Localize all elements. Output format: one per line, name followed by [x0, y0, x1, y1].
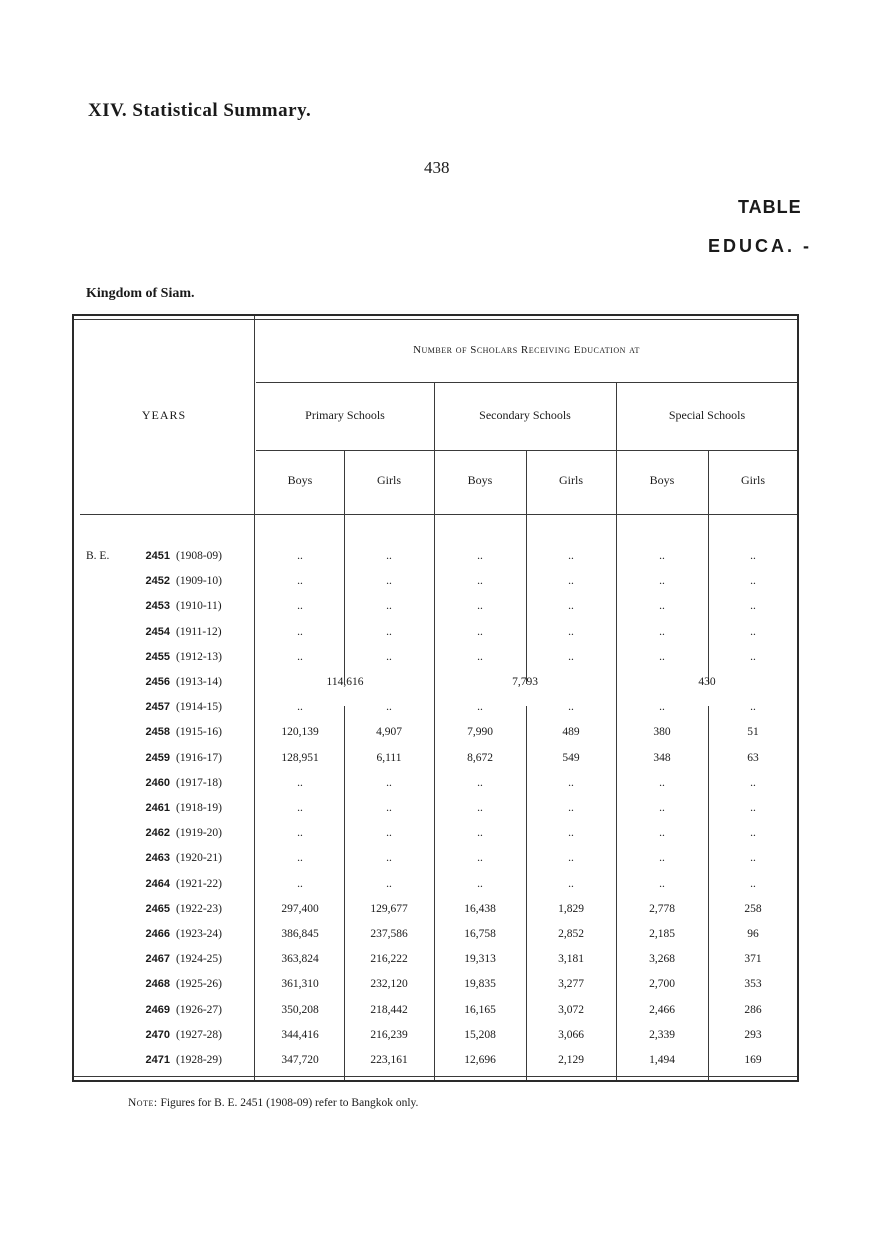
count-cell: 347,720	[281, 1054, 319, 1066]
count-cell: ..	[750, 802, 756, 814]
count-cell: ..	[568, 802, 574, 814]
table-row	[74, 872, 797, 897]
count-cell: 3,072	[558, 1003, 584, 1016]
count-cell: ..	[477, 650, 483, 663]
period-cell: (1926-27)	[176, 1003, 222, 1016]
count-cell: 6,111	[376, 751, 402, 764]
year-cell: 2459	[145, 751, 170, 764]
table-row	[74, 796, 797, 821]
count-cell: ..	[477, 575, 483, 588]
year-cell: 2467	[145, 953, 170, 966]
merged-total-cell: 7,793	[512, 676, 538, 688]
count-cell: 386,845	[281, 928, 319, 940]
period-cell: (1908-09)	[176, 550, 222, 562]
year-cell: 2457	[145, 701, 170, 714]
count-cell: 286	[744, 1003, 762, 1016]
table-row	[74, 569, 797, 594]
year-cell: 2465	[145, 902, 170, 915]
count-cell: ..	[659, 827, 665, 840]
period-cell: (1910-11)	[176, 600, 222, 613]
count-cell: 19,835	[464, 978, 496, 991]
top-double-rule	[74, 319, 797, 320]
count-cell: 4,907	[376, 726, 402, 739]
count-cell: ..	[477, 600, 483, 613]
year-cell: 2453	[145, 600, 170, 613]
count-cell: ..	[386, 550, 392, 562]
count-cell: 2,466	[649, 1003, 675, 1016]
count-cell: ..	[659, 877, 665, 890]
table-row	[74, 922, 797, 947]
count-cell: 19,313	[464, 953, 496, 966]
count-cell: 258	[744, 902, 762, 915]
era-prefix: B. E.	[86, 550, 110, 562]
table-row	[74, 771, 797, 796]
table-row	[74, 947, 797, 972]
table-row	[74, 594, 797, 619]
period-cell: (1912-13)	[176, 650, 222, 663]
period-cell: (1913-14)	[176, 676, 222, 688]
period-cell: (1917-18)	[176, 776, 222, 789]
count-cell: 16,758	[464, 928, 496, 940]
count-cell: 2,700	[649, 978, 675, 991]
count-cell: ..	[568, 701, 574, 714]
period-cell: (1927-28)	[176, 1028, 222, 1041]
count-cell: ..	[386, 877, 392, 890]
column-header-rule	[80, 514, 797, 515]
secondary-girls-header: Girls	[559, 473, 583, 487]
period-cell: (1928-29)	[176, 1054, 222, 1066]
count-cell: ..	[568, 650, 574, 663]
count-cell: ..	[477, 827, 483, 840]
count-cell: ..	[750, 575, 756, 588]
count-cell: 361,310	[281, 978, 319, 991]
count-cell: 7,990	[467, 726, 493, 739]
count-cell: ..	[659, 701, 665, 714]
count-cell: 2,339	[649, 1028, 675, 1041]
scholars-main-header: Number of Scholars Receiving Education at	[413, 344, 640, 356]
count-cell: ..	[297, 650, 303, 663]
year-cell: 2460	[145, 776, 170, 789]
bottom-double-rule	[74, 1076, 797, 1077]
primary-girls-header: Girls	[377, 473, 401, 487]
count-cell: ..	[297, 625, 303, 638]
count-cell: ..	[750, 877, 756, 890]
count-cell: 3,268	[649, 953, 675, 966]
region-label: Kingdom of Siam.	[86, 286, 195, 301]
count-cell: ..	[297, 600, 303, 613]
year-cell: 2451	[145, 550, 170, 562]
count-cell: ..	[750, 550, 756, 562]
table-heading: TABLE	[738, 197, 802, 217]
year-cell: 2464	[145, 877, 170, 890]
count-cell: 12,696	[464, 1054, 496, 1066]
year-cell: 2468	[145, 978, 170, 991]
count-cell: ..	[568, 625, 574, 638]
count-cell: ..	[477, 877, 483, 890]
count-cell: ..	[386, 827, 392, 840]
count-cell: ..	[750, 852, 756, 865]
period-cell: (1919-20)	[176, 827, 222, 840]
count-cell: 348	[653, 751, 671, 764]
count-cell: ..	[297, 802, 303, 814]
year-cell: 2454	[145, 625, 170, 638]
year-cell: 2458	[145, 726, 170, 739]
count-cell: 128,951	[281, 751, 319, 764]
count-cell: 3,277	[558, 978, 584, 991]
count-cell: ..	[386, 575, 392, 588]
count-cell: 380	[653, 726, 671, 739]
count-cell: ..	[659, 625, 665, 638]
count-cell: 3,181	[558, 953, 584, 966]
count-cell: 489	[562, 726, 580, 739]
table-row	[74, 972, 797, 997]
table-subject-heading: EDUCA. -	[708, 236, 812, 256]
count-cell: ..	[750, 827, 756, 840]
count-cell: ..	[386, 852, 392, 865]
count-cell: 16,438	[464, 902, 496, 915]
count-cell: ..	[568, 600, 574, 613]
table-row	[74, 620, 797, 645]
special-girls-header: Girls	[741, 473, 765, 487]
count-cell: 293	[744, 1028, 762, 1041]
period-cell: (1915-16)	[176, 726, 222, 739]
year-cell: 2470	[145, 1028, 170, 1041]
period-cell: (1918-19)	[176, 802, 222, 814]
count-cell: 120,139	[281, 726, 319, 739]
count-cell: ..	[386, 600, 392, 613]
year-cell: 2466	[145, 928, 170, 940]
count-cell: 2,129	[558, 1054, 584, 1066]
count-cell: ..	[659, 550, 665, 562]
year-cell: 2461	[145, 802, 170, 814]
count-cell: 218,442	[370, 1003, 408, 1016]
year-cell: 2469	[145, 1003, 170, 1016]
primary-boys-header: Boys	[287, 473, 313, 487]
special-boys-header: Boys	[649, 473, 675, 487]
count-cell: ..	[297, 827, 303, 840]
count-cell: ..	[477, 802, 483, 814]
period-cell: (1911-12)	[176, 625, 222, 638]
count-cell: ..	[750, 600, 756, 613]
table-row	[74, 1023, 797, 1048]
table-row	[74, 897, 797, 922]
count-cell: 1,829	[558, 902, 584, 915]
years-column-header: YEARS	[141, 408, 187, 422]
count-cell: 363,824	[281, 953, 319, 966]
count-cell: 8,672	[467, 751, 493, 764]
count-cell: ..	[297, 550, 303, 562]
footnote-text: Figures for B. E. 2451 (1908-09) refer to Bangkok only.	[160, 1097, 419, 1109]
count-cell: 51	[747, 726, 759, 739]
count-cell: 549	[562, 751, 580, 764]
count-cell: ..	[386, 776, 392, 789]
count-cell: ..	[750, 625, 756, 638]
table-row	[74, 670, 797, 695]
table-row	[74, 1048, 797, 1073]
count-cell: ..	[568, 776, 574, 789]
count-cell: 129,677	[370, 902, 408, 915]
count-cell: ..	[659, 776, 665, 789]
count-cell: ..	[750, 776, 756, 789]
secondary-boys-header: Boys	[467, 473, 493, 487]
count-cell: ..	[477, 550, 483, 562]
count-cell: 169	[744, 1054, 762, 1066]
merged-total-cell: 114,616	[326, 676, 364, 688]
count-cell: 350,208	[281, 1003, 319, 1016]
count-cell: ..	[477, 776, 483, 789]
count-cell: 96	[747, 928, 759, 940]
year-cell: 2471	[145, 1054, 170, 1066]
count-cell: ..	[297, 877, 303, 890]
count-cell: 232,120	[370, 978, 408, 991]
count-cell: ..	[386, 701, 392, 714]
table-row	[74, 846, 797, 871]
count-cell: ..	[297, 701, 303, 714]
year-cell: 2456	[145, 676, 170, 688]
count-cell: 297,400	[281, 902, 319, 915]
count-cell: ..	[297, 575, 303, 588]
table-row	[74, 821, 797, 846]
table-row	[74, 544, 797, 569]
count-cell: ..	[297, 852, 303, 865]
period-cell: (1921-22)	[176, 877, 222, 890]
period-cell: (1923-24)	[176, 928, 222, 940]
period-cell: (1914-15)	[176, 701, 222, 714]
count-cell: 2,185	[649, 928, 675, 940]
count-cell: ..	[297, 776, 303, 789]
count-cell: 2,852	[558, 928, 584, 940]
count-cell: ..	[568, 877, 574, 890]
year-cell: 2462	[145, 827, 170, 840]
year-cell: 2452	[145, 575, 170, 588]
count-cell: ..	[477, 701, 483, 714]
main-header-rule	[256, 382, 797, 383]
table-row	[74, 720, 797, 745]
table-row	[74, 695, 797, 720]
count-cell: 3,066	[558, 1028, 584, 1041]
table-row	[74, 645, 797, 670]
count-cell: ..	[477, 625, 483, 638]
count-cell: 63	[747, 751, 759, 764]
count-cell: ..	[750, 650, 756, 663]
count-cell: 344,416	[281, 1028, 319, 1041]
period-cell: (1925-26)	[176, 978, 222, 991]
count-cell: 237,586	[370, 928, 408, 940]
statistics-table	[72, 314, 799, 1082]
period-cell: (1922-23)	[176, 902, 222, 915]
period-cell: (1909-10)	[176, 575, 222, 588]
count-cell: ..	[386, 802, 392, 814]
count-cell: ..	[750, 701, 756, 714]
count-cell: 2,778	[649, 902, 675, 915]
secondary-schools-header: Secondary Schools	[479, 408, 571, 422]
count-cell: ..	[659, 600, 665, 613]
count-cell: 223,161	[370, 1054, 408, 1066]
page-number: 438	[424, 158, 450, 177]
section-title: XIV. Statistical Summary.	[88, 100, 312, 121]
year-cell: 2463	[145, 852, 170, 865]
count-cell: 371	[744, 953, 762, 966]
count-cell: ..	[659, 575, 665, 588]
count-cell: 15,208	[464, 1028, 496, 1041]
count-cell: 216,239	[370, 1028, 408, 1041]
count-cell: ..	[659, 802, 665, 814]
footnote-label: Note:	[128, 1097, 158, 1109]
count-cell: ..	[386, 625, 392, 638]
count-cell: ..	[568, 550, 574, 562]
count-cell: 353	[744, 978, 762, 991]
count-cell: ..	[568, 827, 574, 840]
primary-schools-header: Primary Schools	[305, 408, 385, 422]
footnote	[128, 1097, 418, 1109]
count-cell: ..	[568, 575, 574, 588]
count-cell: 16,165	[464, 1003, 496, 1016]
table-row	[74, 746, 797, 771]
count-cell: ..	[386, 650, 392, 663]
special-schools-header: Special Schools	[668, 408, 746, 422]
count-cell: ..	[659, 650, 665, 663]
period-cell: (1920-21)	[176, 852, 222, 865]
count-cell: 1,494	[649, 1054, 675, 1066]
count-cell: ..	[659, 852, 665, 865]
merged-total-cell: 430	[698, 676, 716, 688]
year-cell: 2455	[145, 650, 170, 663]
table-row	[74, 998, 797, 1023]
count-cell: ..	[477, 852, 483, 865]
period-cell: (1916-17)	[176, 751, 222, 764]
count-cell: ..	[568, 852, 574, 865]
period-cell: (1924-25)	[176, 953, 222, 966]
count-cell: 216,222	[370, 953, 408, 966]
